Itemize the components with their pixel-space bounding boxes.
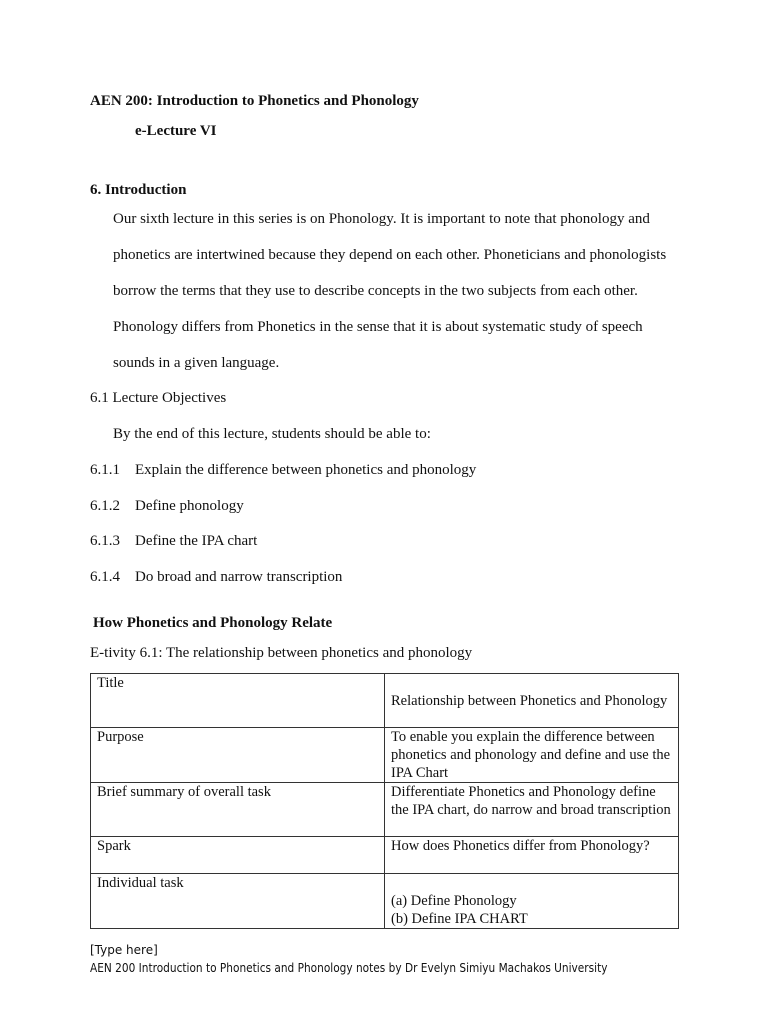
intro-paragraph-line: Phonology differs from Phonetics in the sense that it is about systematic study of speech: [113, 319, 643, 335]
objective-text: Explain the difference between phonetics and phonology: [135, 462, 477, 478]
table-cell-text: (a) Define Phonology: [391, 893, 517, 909]
table-row: [91, 837, 679, 874]
table-cell-label: Brief summary of overall task: [91, 783, 385, 837]
course-title: AEN 200: Introduction to Phonetics and Phonology: [90, 93, 419, 109]
table-row: [91, 783, 679, 837]
etivity-caption: E-tivity 6.1: The relationship between phonetics and phonology: [90, 645, 473, 661]
footer-note: AEN 200 Introduction to Phonetics and Phonology notes by Dr Evelyn Simiyu Machakos University: [90, 961, 608, 975]
table-cell-label: Purpose: [91, 728, 385, 783]
table-cell-text: Relationship between Phonetics and Phonology: [391, 693, 668, 709]
objective-text: Define the IPA chart: [135, 533, 258, 549]
relate-heading: How Phonetics and Phonology Relate: [93, 615, 333, 631]
footer-placeholder[interactable]: [Type here]: [90, 943, 158, 957]
intro-paragraph-line: borrow the terms that they use to describe concepts in the two subjects from each other.: [113, 283, 638, 299]
table-cell-label: Spark: [91, 837, 385, 874]
objectives-heading: 6.1 Lecture Objectives: [90, 390, 227, 406]
objective-number: 6.1.3: [90, 533, 120, 549]
table-cell-value: [385, 874, 679, 929]
table-cell-value: Differentiate Phonetics and Phonology define the IPA chart, do narrow and broad transcription: [385, 783, 679, 837]
objective-text: Do broad and narrow transcription: [135, 569, 343, 585]
intro-paragraph-line: phonetics are intertwined because they depend on each other. Phoneticians and phonologists: [113, 247, 667, 263]
table-cell-value: To enable you explain the difference between phonetics and phonology and define and use the IPA Chart: [385, 728, 679, 783]
table-cell-text: (b) Define IPA CHART: [391, 911, 528, 927]
table-cell-label: Individual task: [91, 874, 385, 929]
intro-heading: 6. Introduction: [90, 182, 187, 198]
table-cell-value: [385, 674, 679, 728]
lecture-title: e-Lecture VI: [135, 123, 217, 139]
table-row: [91, 674, 679, 728]
objective-text: Define phonology: [135, 498, 244, 514]
table-row: [91, 728, 679, 783]
table-row: [91, 874, 679, 929]
objective-number: 6.1.2: [90, 498, 120, 514]
objectives-intro: By the end of this lecture, students should be able to:: [113, 426, 431, 442]
table-cell-value: How does Phonetics differ from Phonology?: [385, 837, 679, 874]
objective-number: 6.1.4: [90, 569, 120, 585]
intro-paragraph-line: Our sixth lecture in this series is on Phonology. It is important to note that phonology and: [113, 211, 650, 227]
table-cell-label: Title: [91, 674, 385, 728]
etivity-table: [90, 673, 679, 929]
objective-number: 6.1.1: [90, 462, 120, 478]
intro-paragraph-line: sounds in a given language.: [113, 355, 280, 371]
